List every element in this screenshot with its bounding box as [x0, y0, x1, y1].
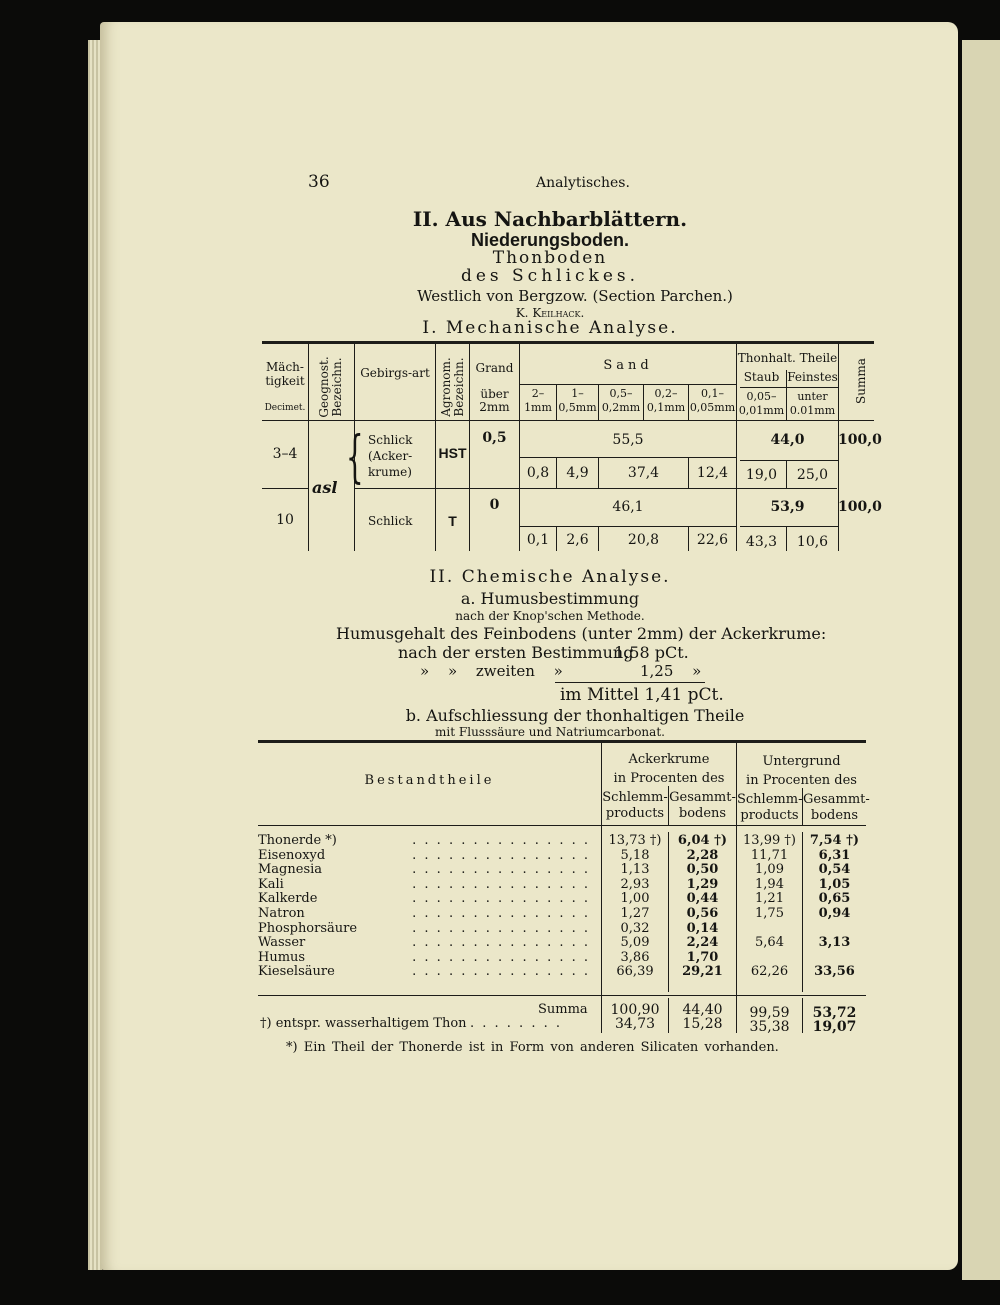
row-acker-gesammt: 29,21 [682, 964, 723, 980]
mech-title: I. Mechanische Analyse. [422, 318, 678, 338]
next-page-edge [962, 40, 1000, 1280]
row-unter-gesammt: 1,05 [818, 876, 851, 892]
row1-grand: 0,5 [482, 430, 507, 446]
chem-title: II. Chemische Analyse. [429, 567, 671, 587]
col-sand-4: 0,2–0,1mm [646, 387, 686, 414]
thon-dots: . . . . . . . . [470, 1016, 562, 1031]
row1-agronom: HST [438, 445, 467, 461]
row2-agronom: T [448, 513, 457, 529]
aufschliessung-sub: mit Flusssäure und Natriumcarbonat. [435, 725, 665, 739]
row-unter-gesammt: 3,13 [818, 935, 851, 951]
row-acker-gesammt: 1,70 [686, 949, 719, 965]
row-acker-schlemm: 66,39 [616, 964, 654, 980]
row2-sand-3: 20,8 [627, 532, 660, 548]
row-dots: . . . . . . . . . . . . . . . [412, 907, 590, 921]
col-bestand: Bestandtheile [364, 773, 495, 788]
location: Westlich von Bergzow. (Section Parchen.) [417, 287, 733, 305]
row-name: Kali [258, 876, 284, 892]
col-unter-schlemm: Schlemm-products [737, 792, 803, 823]
row2-depth: 10 [276, 512, 294, 528]
row2-sand-1: 0,1 [526, 532, 550, 548]
row1-feinstes: 25,0 [796, 467, 829, 483]
row-name: Eisenoxyd [258, 847, 326, 863]
row-acker-gesammt: 2,28 [686, 847, 719, 863]
row2-art: Schlick [368, 514, 413, 528]
row-unter-gesammt: 33,56 [814, 964, 855, 980]
row-name: Thonerde *) [258, 833, 337, 848]
col-sand-1: 2–1mm [524, 387, 552, 414]
thon-label: †) entspr. wasserhaltigem Thon [260, 1016, 467, 1031]
summa-label: Summa [538, 1002, 588, 1017]
row-acker-gesammt: 0,50 [686, 862, 719, 878]
row-acker-gesammt: 6,04 †) [677, 833, 728, 848]
row1-sand-total: 55,5 [612, 432, 644, 448]
row-unter-gesammt: 7,54 †) [809, 833, 860, 848]
col-unter: Untergrund [762, 754, 841, 769]
col-feinstes: Feinstes [787, 370, 838, 384]
row1-sand-1: 0,8 [526, 465, 550, 481]
col-machtigkeit: Mäch-tigkeit [265, 360, 305, 388]
col-decimet: Decimet. [264, 403, 306, 413]
col-agronom: Agronom. Bezeichn. [439, 357, 466, 417]
row2-thon-total: 53,9 [770, 499, 805, 515]
row1-thon-total: 44,0 [770, 432, 805, 448]
row-unter-gesammt: 0,94 [818, 906, 851, 921]
row-acker-schlemm: 5,18 [620, 847, 650, 863]
row-dots: . . . . . . . . . . . . . . . [412, 965, 590, 980]
humus-sub: nach der Knop'schen Methode. [455, 609, 645, 623]
row-acker-schlemm: 1,00 [620, 891, 650, 907]
row1-staub: 19,0 [745, 467, 778, 483]
row1-sand-3: 37,4 [627, 465, 660, 481]
row-dots: . . . . . . . . . . . . . . . [412, 936, 590, 951]
col-acker-schlemm: Schlemm-products [602, 790, 668, 821]
row2-summa: 100,0 [838, 499, 882, 515]
row-unter-schlemm: 62,26 [750, 964, 789, 980]
col-sand-3: 0,5–0,2mm [601, 387, 641, 414]
humus-second-val: 1,25 » [640, 662, 702, 680]
humus-first-val: 1,58 pCt. [614, 643, 689, 662]
row-dots: . . . . . . . . . . . . . . . [412, 950, 590, 965]
row-acker-gesammt: 2,24 [686, 935, 719, 951]
summa-a1: 100,90 [610, 1002, 660, 1018]
col-thon: Thonhalt. Theile [737, 351, 838, 365]
col-feinstes-sub: unter 0.01mm [789, 390, 836, 417]
col-grand: Grand [475, 361, 514, 375]
row-unter-gesammt: 0,65 [818, 891, 851, 907]
soil-title-2: des Schlickes. [460, 266, 640, 286]
col-unter-proc: in Procenten des [746, 773, 857, 788]
row-acker-schlemm: 13,73 †) [608, 833, 662, 848]
row-name: Phosphorsäure [258, 920, 358, 936]
summa-a2: 44,40 [682, 1002, 723, 1018]
row-dots: . . . . . . . . . . . . . . . [412, 921, 590, 936]
row-name: Humus [258, 949, 306, 965]
summa-u2: 53,72 [812, 1005, 857, 1021]
row-unter-schlemm: 1,94 [755, 876, 784, 892]
humus-line: Humusgehalt des Feinbodens (unter 2mm) der Ackerkrume: [336, 624, 827, 643]
row2-grand: 0 [489, 497, 500, 513]
row-unter-gesammt: 0,54 [818, 862, 851, 878]
row-dots: . . . . . . . . . . . . . . . [412, 848, 590, 863]
row2-staub: 43,3 [745, 534, 778, 550]
col-geognost: Geognost. Bezeichn. [317, 356, 344, 418]
row1-art: Schlick (Acker-krume) [368, 433, 413, 479]
row-dots: . . . . . . . . . . . . . . . [412, 863, 590, 878]
row-name: Kieselsäure [258, 964, 335, 980]
summa-u1: 99,59 [749, 1005, 790, 1021]
running-title: Analytisches. [536, 175, 630, 191]
col-grand-sub: über 2mm [479, 387, 510, 414]
row-acker-gesammt: 0,44 [686, 891, 719, 907]
row-acker-schlemm: 1,27 [620, 906, 650, 921]
row-unter-schlemm: 1,21 [755, 891, 784, 907]
col-staub-sub: 0,05–0,01mm [738, 390, 785, 417]
row-unter-schlemm: 1,75 [755, 906, 784, 921]
row2-sand-4: 22,6 [696, 532, 729, 548]
row1-depth: 3–4 [272, 446, 298, 462]
soil-title: Thonboden [492, 248, 608, 268]
humus-second: » » zweiten » [420, 662, 563, 680]
humus-mittel: im Mittel 1,41 pCt. [560, 685, 724, 705]
col-unter-gesammt: Gesammt-bodens [803, 792, 870, 823]
row-dots: . . . . . . . . . . . . . . . [412, 834, 590, 848]
brace: { [345, 425, 364, 490]
subsection-title: Niederungsboden. [470, 230, 629, 250]
row-dots: . . . . . . . . . . . . . . . [412, 892, 590, 907]
author: K. Keilhack. [515, 306, 585, 320]
row2-sand-2: 2,6 [566, 532, 589, 548]
row-unter-schlemm: 1,09 [755, 862, 784, 878]
row1-summa: 100,0 [838, 432, 882, 448]
row-acker-schlemm: 1,13 [620, 862, 650, 878]
humus-title: a. Humusbestimmung [460, 589, 640, 608]
col-acker-gesammt: Gesammt-bodens [669, 790, 736, 821]
col-gebirgsart: Gebirgs-art [360, 366, 430, 380]
thon-a2: 15,28 [682, 1016, 723, 1032]
col-staub: Staub [743, 370, 780, 384]
row-name: Kalkerde [258, 891, 318, 907]
section-title: II. Aus Nachbarblättern. [412, 207, 688, 231]
thon-u1: 35,38 [749, 1019, 790, 1035]
row-acker-gesammt: 1,29 [686, 876, 719, 892]
col-sand: Sand [603, 358, 653, 373]
row-unter-gesammt: 6,31 [818, 847, 851, 863]
row-acker-gesammt: 0,14 [686, 920, 719, 936]
row1-sand-4: 12,4 [696, 465, 729, 481]
thon-a1: 34,73 [614, 1016, 656, 1032]
col-acker-proc: in Procenten des [613, 771, 725, 786]
row2-feinstes: 10,6 [796, 534, 829, 550]
row-name: Magnesia [258, 862, 323, 878]
col-summa: Summa [854, 358, 868, 404]
row-name: Natron [258, 906, 305, 921]
aufschliessung-title: b. Aufschliessung der thonhaltigen Theile [405, 706, 745, 725]
row-acker-gesammt: 0,56 [686, 906, 719, 921]
row-unter-schlemm: 13,99 †) [743, 833, 796, 848]
row-acker-schlemm: 5,09 [620, 935, 650, 951]
col-sand-5: 0,1–0,05mm [689, 387, 736, 414]
row-acker-schlemm: 0,32 [620, 920, 650, 936]
row-acker-schlemm: 3,86 [620, 949, 650, 965]
row-name: Wasser [258, 935, 306, 951]
row-acker-schlemm: 2,93 [620, 876, 650, 892]
geognost-symbol: asl [312, 478, 338, 497]
row1-sand-2: 4,9 [566, 465, 589, 481]
row2-sand-total: 46,1 [612, 499, 644, 515]
col-sand-2: 1–0,5mm [558, 387, 597, 414]
col-acker: Ackerkrume [628, 752, 710, 767]
footnote: *) Ein Theil der Thonerde ist in Form von anderen Silicaten vorhanden. [286, 1040, 779, 1055]
row-unter-schlemm: 5,64 [755, 935, 784, 951]
page-number: 36 [308, 172, 330, 192]
thon-u2: 19,07 [812, 1019, 857, 1035]
row-dots: . . . . . . . . . . . . . . . [412, 877, 590, 892]
humus-first: nach der ersten Bestimmung [398, 643, 634, 662]
row-unter-schlemm: 11,71 [750, 847, 789, 863]
